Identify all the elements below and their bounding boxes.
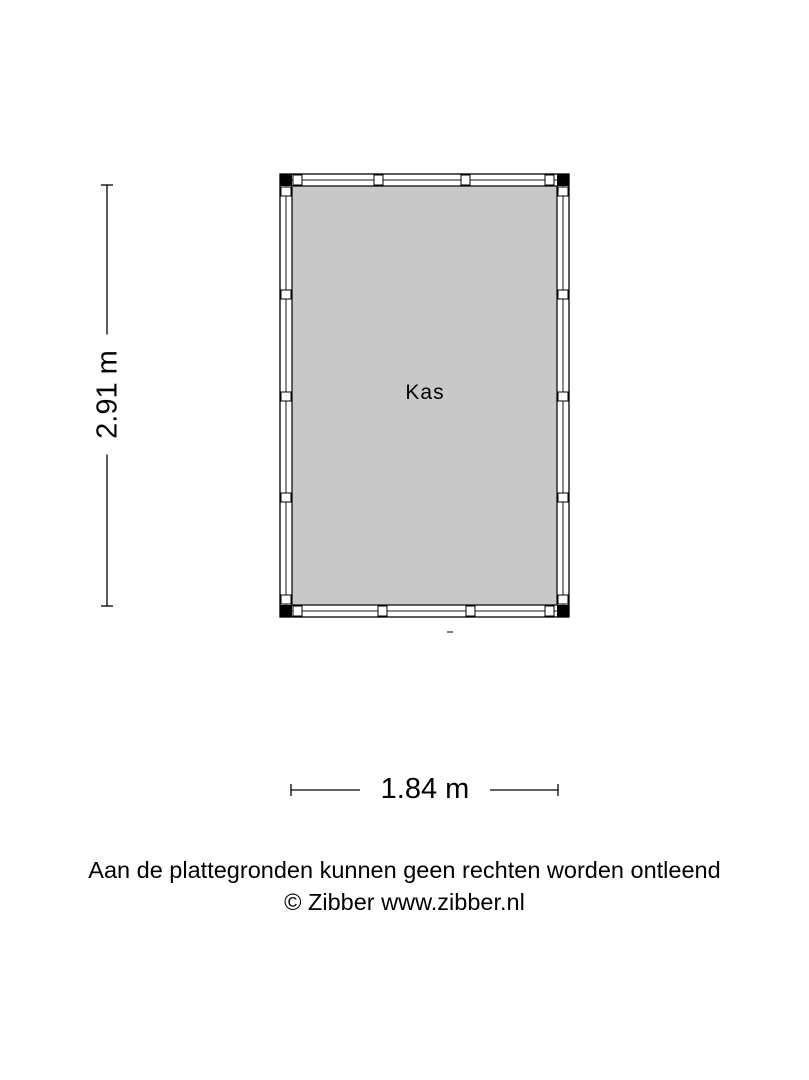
mullion bbox=[558, 187, 568, 196]
mullion bbox=[545, 175, 554, 185]
copyright-text: © Zibber www.zibber.nl bbox=[284, 889, 525, 915]
mullion bbox=[374, 175, 383, 185]
corner-post-br bbox=[557, 605, 569, 617]
corner-post-tl bbox=[280, 174, 292, 186]
mullion bbox=[461, 175, 470, 185]
mullion bbox=[378, 606, 387, 616]
height-dimension-label: 2.91 m bbox=[92, 335, 125, 455]
disclaimer-text: Aan de plattegronden kunnen geen rechten worden ontleend bbox=[88, 857, 721, 883]
width-dimension-label: 1.84 m bbox=[360, 773, 490, 806]
mullion bbox=[281, 187, 291, 196]
mullion bbox=[293, 606, 302, 616]
mullion bbox=[293, 175, 302, 185]
mullion bbox=[281, 392, 291, 401]
mullion bbox=[281, 595, 291, 604]
room-label: Kas bbox=[405, 381, 445, 404]
mullion bbox=[466, 606, 475, 616]
mullion bbox=[558, 493, 568, 502]
corner-post-bl bbox=[280, 605, 292, 617]
mullion bbox=[281, 290, 291, 299]
mullion bbox=[558, 595, 568, 604]
mullion bbox=[545, 606, 554, 616]
corner-post-tr bbox=[557, 174, 569, 186]
mullion bbox=[558, 392, 568, 401]
mullion bbox=[558, 290, 568, 299]
mullion bbox=[281, 493, 291, 502]
